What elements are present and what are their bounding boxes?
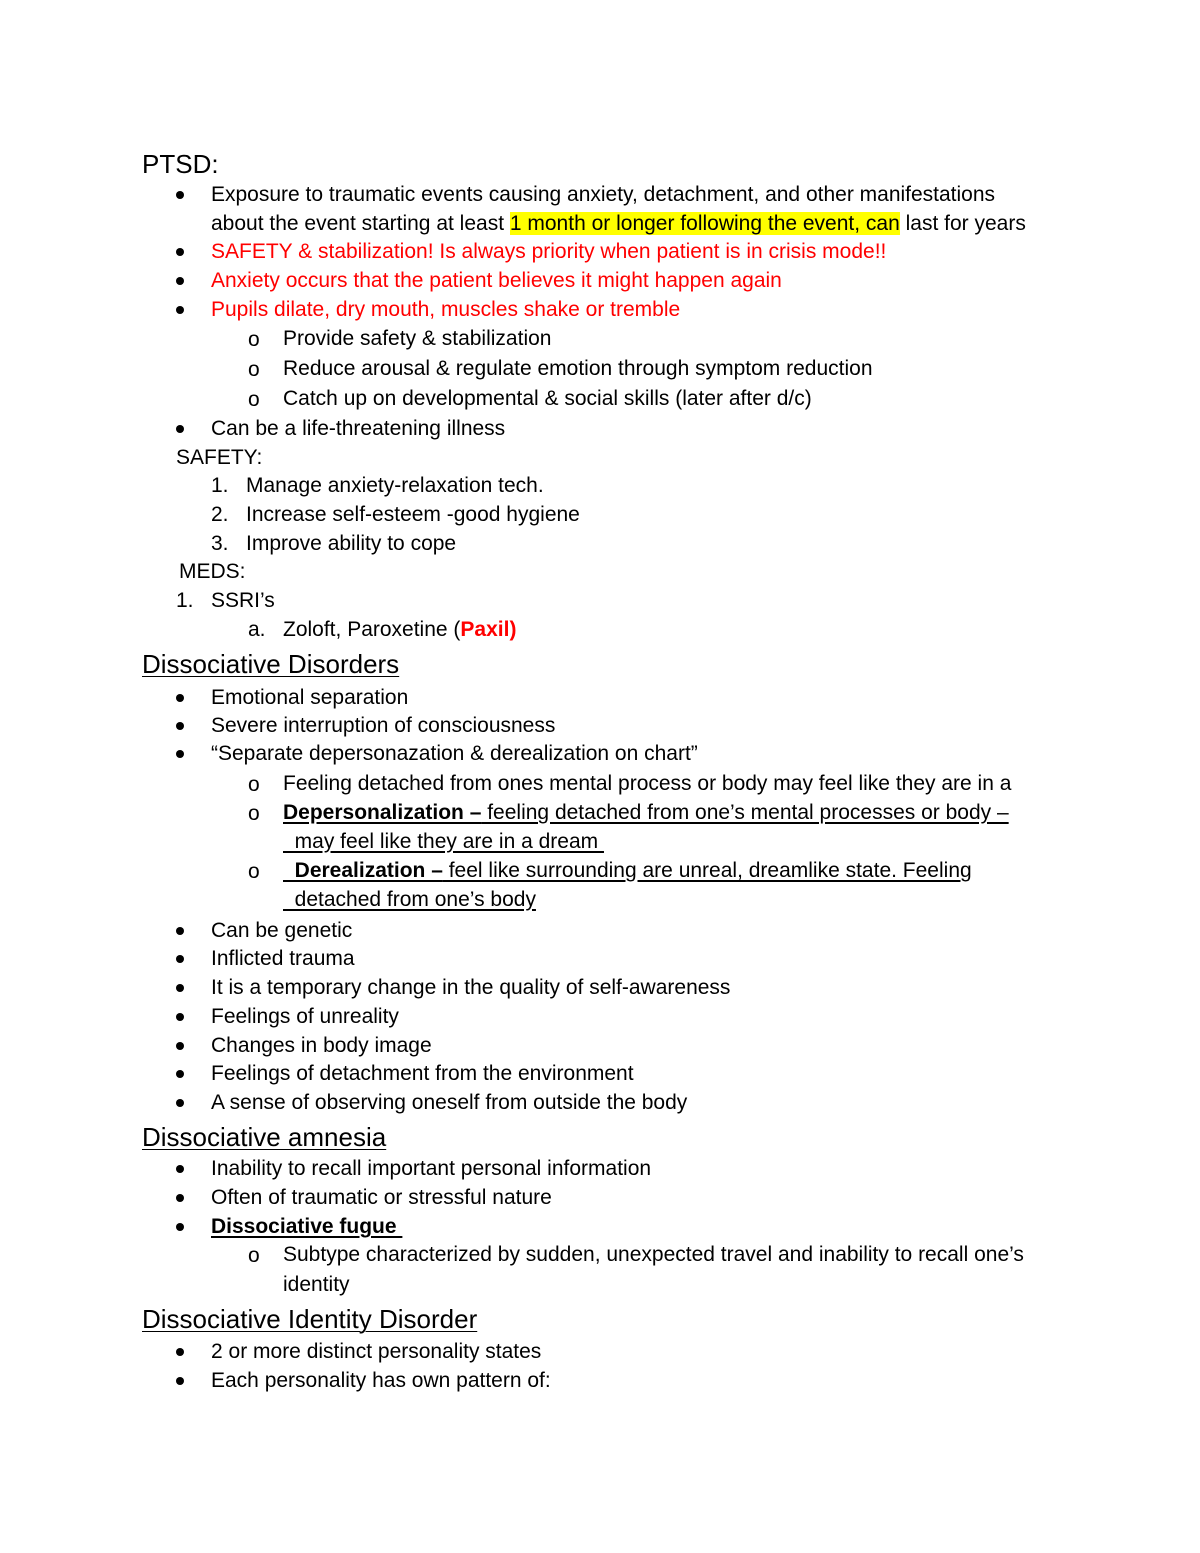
number-marker: 1. xyxy=(176,589,194,612)
amnesia-bullet-1: Inability to recall important personal information xyxy=(211,1157,652,1180)
text: feeling detached from one’s mental processes or body – xyxy=(481,801,1009,824)
bullet xyxy=(176,1165,184,1173)
number-marker: 1. xyxy=(211,474,229,497)
ptsd-sub-2: Reduce arousal & regulate emotion through symptom reduction xyxy=(283,357,873,380)
bullet xyxy=(176,1013,184,1021)
heading-dissociative-identity-disorder: Dissociative Identity Disorder xyxy=(142,1304,478,1334)
bullet xyxy=(176,722,184,730)
bullet xyxy=(176,1348,184,1356)
sub-bullet-marker: o xyxy=(248,358,260,381)
number-marker: 2. xyxy=(211,503,229,526)
meds-label: MEDS: xyxy=(179,560,246,583)
sub-bullet-marker: o xyxy=(248,388,260,411)
safety-item-1: Manage anxiety-relaxation tech. xyxy=(246,474,544,497)
text: about the event starting at least xyxy=(211,212,510,235)
sub-bullet-marker: o xyxy=(248,802,260,825)
number-marker: 3. xyxy=(211,532,229,555)
bullet xyxy=(176,984,184,992)
dd-bullet-2: Severe interruption of consciousness xyxy=(211,714,556,737)
ptsd-bullet-1-line-2 xyxy=(211,210,1026,238)
dd-sub-3-line-1 xyxy=(283,857,972,885)
bullet xyxy=(176,1099,184,1107)
sub-bullet-marker: o xyxy=(248,1244,260,1267)
dd-sub-2-line-1 xyxy=(283,799,1009,827)
amnesia-bullet-3: Dissociative fugue xyxy=(211,1215,403,1238)
bullet xyxy=(176,191,184,199)
highlighted-text: 1 month or longer following the event, can xyxy=(509,212,900,235)
paxil-text: Paxil) xyxy=(460,618,517,641)
text: last for years xyxy=(899,212,1026,235)
dd-sub-2-line-2: may feel like they are in a dream xyxy=(283,830,604,853)
bullet xyxy=(176,1070,184,1078)
derealization-term: Derealization – xyxy=(283,859,443,882)
bullet xyxy=(176,750,184,758)
heading-dissociative-disorders: Dissociative Disorders xyxy=(142,649,400,679)
dd-item-6: Feelings of detachment from the environment xyxy=(211,1062,634,1085)
text: feel like surrounding are unreal, dreamlike state. Feeling xyxy=(442,859,972,882)
text: Zoloft, Paroxetine ( xyxy=(283,618,461,641)
dd-bullet-1: Emotional separation xyxy=(211,686,409,709)
dd-item-3: It is a temporary change in the quality of self-awareness xyxy=(211,976,731,999)
ptsd-bullet-1-line-1: Exposure to traumatic events causing anxiety, detachment, and other manifestations xyxy=(211,183,996,206)
meds-sub-a xyxy=(283,616,516,644)
ptsd-bullet-2: SAFETY & stabilization! Is always priority when patient is in crisis mode!! xyxy=(211,240,887,263)
amnesia-bullet-2: Often of traumatic or stressful nature xyxy=(211,1186,552,1209)
sub-bullet-marker: o xyxy=(248,328,260,351)
bullet xyxy=(176,306,184,314)
dd-item-1: Can be genetic xyxy=(211,919,353,942)
meds-item-1: SSRI’s xyxy=(211,589,275,612)
sub-bullet-marker: o xyxy=(248,773,260,796)
bullet xyxy=(176,1223,184,1231)
safety-item-3: Improve ability to cope xyxy=(246,532,457,555)
bullet xyxy=(176,425,184,433)
dd-item-5: Changes in body image xyxy=(211,1034,432,1057)
amnesia-sub-line-2: identity xyxy=(283,1273,350,1296)
bullet xyxy=(176,694,184,702)
did-bullet-2: Each personality has own pattern of: xyxy=(211,1369,551,1392)
bullet xyxy=(176,1194,184,1202)
ptsd-sub-1: Provide safety & stabilization xyxy=(283,327,552,350)
sub-bullet-marker: o xyxy=(248,860,260,883)
letter-marker: a. xyxy=(248,618,266,641)
ptsd-bullet-5: Can be a life-threatening illness xyxy=(211,417,506,440)
dd-item-4: Feelings of unreality xyxy=(211,1005,399,1028)
ptsd-sub-3: Catch up on developmental & social skills (later after d/c) xyxy=(283,387,812,410)
bullet xyxy=(176,927,184,935)
safety-item-2: Increase self-esteem -good hygiene xyxy=(246,503,580,526)
dd-sub-1: Feeling detached from ones mental process or body may feel like they are in a xyxy=(283,772,1012,795)
bullet xyxy=(176,1377,184,1385)
dd-item-7: A sense of observing oneself from outside the body xyxy=(211,1091,688,1114)
dd-sub-3-line-2: detached from one’s body xyxy=(283,888,536,911)
safety-label: SAFETY: xyxy=(176,446,263,469)
bullet xyxy=(176,277,184,285)
dd-bullet-3: “Separate depersonazation & derealization on chart” xyxy=(211,742,698,765)
ptsd-bullet-3: Anxiety occurs that the patient believes it might happen again xyxy=(211,269,782,292)
did-bullet-1: 2 or more distinct personality states xyxy=(211,1340,542,1363)
amnesia-sub-line-1: Subtype characterized by sudden, unexpected travel and inability to recall one’s xyxy=(283,1243,1024,1266)
heading-dissociative-amnesia: Dissociative amnesia xyxy=(142,1122,387,1152)
bullet xyxy=(176,248,184,256)
bullet xyxy=(176,1042,184,1050)
depersonalization-term: Depersonalization – xyxy=(283,801,482,824)
dd-item-2: Inflicted trauma xyxy=(211,947,355,970)
bullet xyxy=(176,955,184,963)
heading-ptsd: PTSD: xyxy=(142,149,219,179)
ptsd-bullet-4: Pupils dilate, dry mouth, muscles shake or tremble xyxy=(211,298,681,321)
